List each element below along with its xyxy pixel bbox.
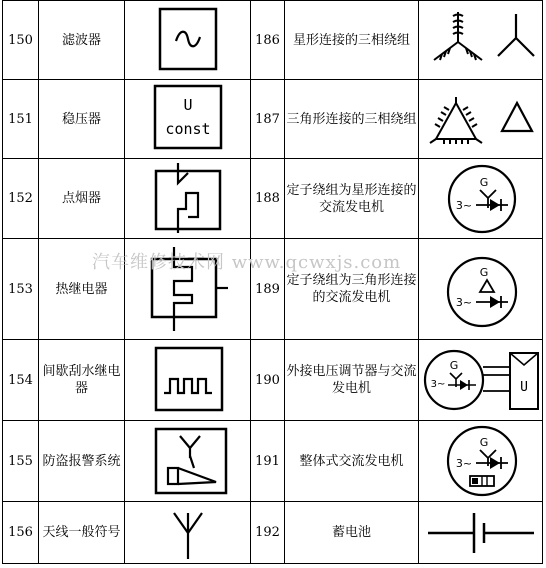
star-winding-symbol: [419, 1, 543, 80]
table-row: [3, 1, 543, 80]
item-name: 间歇刮水继电器: [39, 340, 125, 421]
item-name: 防盗报警系统: [39, 421, 125, 502]
battery-symbol: [419, 502, 543, 564]
item-name: 定子绕组为三角形连接的交流发电机: [285, 239, 419, 340]
symbol-text: 3~: [455, 457, 472, 470]
antenna-symbol: [125, 502, 251, 564]
table-row: [3, 340, 543, 421]
item-name: 整体式交流发电机: [285, 421, 419, 502]
table-row: [3, 80, 543, 159]
voltage-stabilizer-symbol: [125, 80, 251, 159]
symbol-text: 3~: [455, 198, 472, 212]
watermark: 汽车维修技术网 www.qcwxjs.com: [92, 252, 402, 273]
symbol-text: 3~: [430, 379, 445, 390]
item-number: 153: [3, 239, 39, 340]
item-number: 150: [3, 1, 39, 80]
symbol-text: 3~: [455, 296, 472, 309]
item-number: 186: [251, 1, 285, 80]
item-number: 156: [3, 502, 39, 564]
symbol-text: U: [519, 380, 528, 395]
external-regulator-alternator-symbol: [419, 340, 543, 421]
symbol-text: const: [164, 120, 211, 138]
item-name: 外接电压调节器与交流发电机: [285, 340, 419, 421]
item-name: 天线一般符号: [39, 502, 125, 564]
item-number: 192: [251, 502, 285, 564]
symbol-text: G: [479, 266, 488, 279]
table-row: [3, 421, 543, 502]
item-number: 154: [3, 340, 39, 421]
symbol-text: U: [182, 96, 193, 114]
symbol-text: G: [479, 175, 488, 189]
item-number: 189: [251, 239, 285, 340]
star-alternator-symbol: [419, 159, 543, 239]
item-name: 蓄电池: [285, 502, 419, 564]
table-row: [3, 239, 543, 340]
item-number: 151: [3, 80, 39, 159]
delta-winding-symbol: [419, 80, 543, 159]
item-number: 190: [251, 340, 285, 421]
symbol-text: G: [449, 359, 458, 372]
item-name: 热继电器: [39, 239, 125, 340]
delta-alternator-symbol: [419, 239, 543, 340]
table-row: [3, 159, 543, 239]
anti-theft-alarm-symbol: [125, 421, 251, 502]
integral-alternator-symbol: [419, 421, 543, 502]
item-name: 三角形连接的三相绕组: [285, 80, 419, 159]
symbol-text: G: [479, 436, 488, 449]
symbol-table: [2, 0, 543, 564]
filter-symbol: [125, 1, 251, 80]
item-number: 155: [3, 421, 39, 502]
item-number: 152: [3, 159, 39, 239]
thermal-relay-symbol: [125, 239, 251, 340]
item-number: 188: [251, 159, 285, 239]
table-row: [3, 502, 543, 564]
item-name: 定子绕组为星形连接的交流发电机: [285, 159, 419, 239]
cigarette-lighter-symbol: [125, 159, 251, 239]
item-name: 星形连接的三相绕组: [285, 1, 419, 80]
item-name: 滤波器: [39, 1, 125, 80]
intermittent-wiper-relay-symbol: [125, 340, 251, 421]
item-number: 191: [251, 421, 285, 502]
item-number: 187: [251, 80, 285, 159]
item-name: 稳压器: [39, 80, 125, 159]
item-name: 点烟器: [39, 159, 125, 239]
